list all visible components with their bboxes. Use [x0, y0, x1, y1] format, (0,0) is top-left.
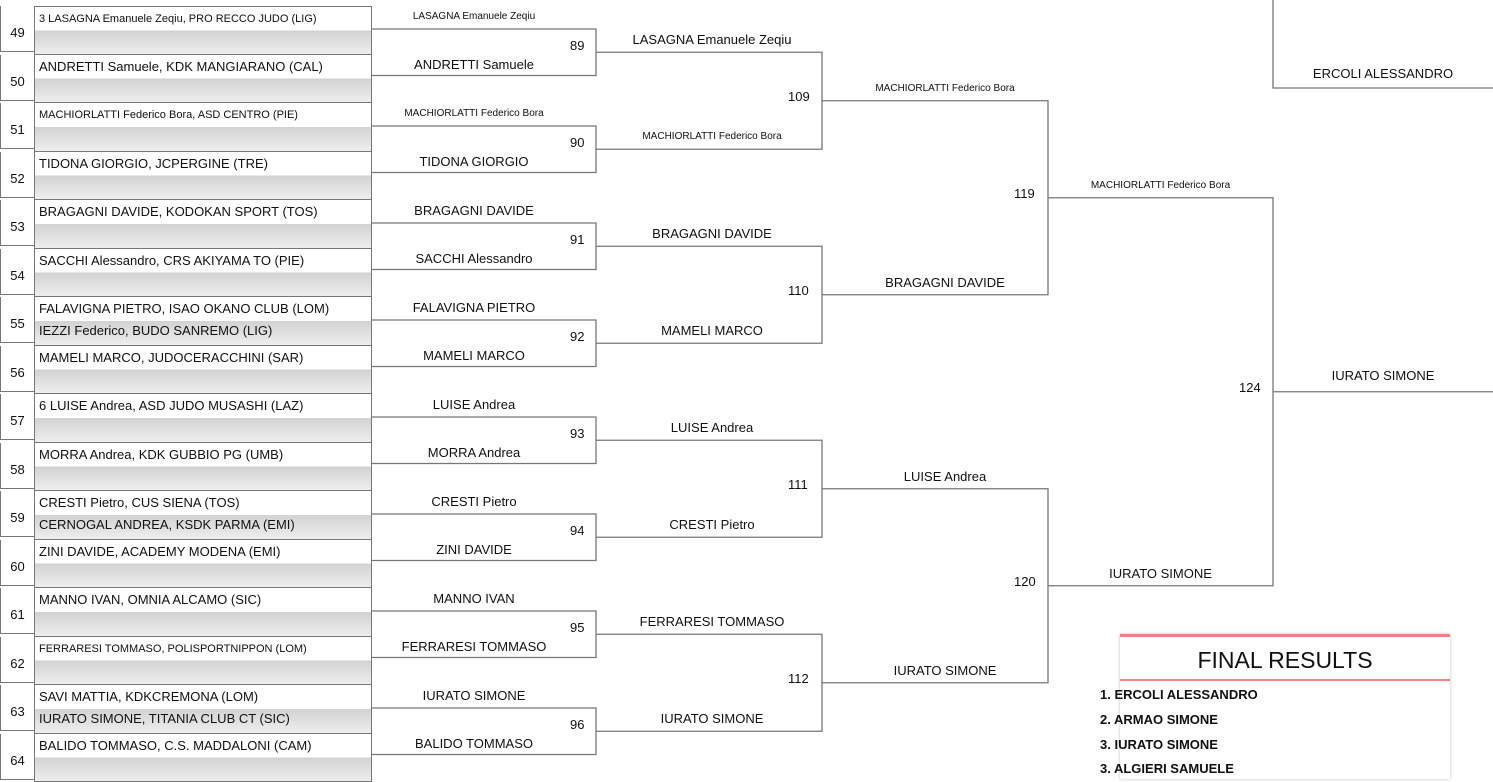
- player-row: [34, 200, 372, 249]
- round1-entrant-top: LUISE Andrea: [433, 397, 515, 413]
- round1-winner: IURATO SIMONE: [661, 711, 764, 727]
- round1-entrant-bottom: SACCHI Alessandro: [415, 251, 532, 267]
- player-row: [34, 152, 372, 201]
- round1-entrant-bottom: ANDRETTI Samuele: [414, 57, 534, 73]
- seed-number: 59: [0, 491, 34, 537]
- player-name: ANDRETTI Samuele, KDK MANGIARANO (CAL): [39, 57, 323, 77]
- round1-winner: MACHIORLATTI Federico Bora: [642, 129, 781, 145]
- match-number: 89: [570, 38, 584, 54]
- seed-number: 56: [0, 346, 34, 392]
- round1-entrant-bottom: ZINI DAVIDE: [436, 542, 512, 558]
- result-entry-2: 2. ARMAO SIMONE: [1100, 712, 1218, 727]
- round1-winner: FERRARESI TOMMASO: [640, 614, 785, 630]
- player-row: [34, 443, 372, 492]
- seed-number: 60: [0, 540, 34, 586]
- player-name: BRAGAGNI DAVIDE, KODOKAN SPORT (TOS): [39, 202, 318, 222]
- player-name-secondary: IEZZI Federico, BUDO SANREMO (LIG): [39, 321, 272, 341]
- match-number: 109: [788, 89, 810, 105]
- player-name: SAVI MATTIA, KDKCREMONA (LOM): [39, 687, 258, 707]
- match-number: 110: [788, 283, 809, 299]
- player-row: [34, 346, 372, 395]
- round2-winner: MACHIORLATTI Federico Bora: [875, 81, 1014, 97]
- round1-winner: BRAGAGNI DAVIDE: [652, 226, 772, 242]
- seed-number: 62: [0, 637, 34, 683]
- player-name-secondary: IURATO SIMONE, TITANIA CLUB CT (SIC): [39, 709, 290, 729]
- round1-winner: LUISE Andrea: [671, 420, 753, 436]
- player-row: [34, 103, 372, 152]
- round4-winner: IURATO SIMONE: [1332, 368, 1435, 384]
- player-name: BALIDO TOMMASO, C.S. MADDALONI (CAM): [39, 736, 312, 756]
- round1-entrant-bottom: MORRA Andrea: [428, 445, 521, 461]
- round1-entrant-bottom: BALIDO TOMMASO: [415, 736, 533, 752]
- seed-number: 54: [0, 249, 34, 295]
- player-name: FALAVIGNA PIETRO, ISAO OKANO CLUB (LOM): [39, 299, 329, 319]
- player-row: [34, 297, 372, 346]
- player-row: [34, 637, 372, 686]
- seed-number: 49: [0, 6, 34, 52]
- match-number: 96: [570, 717, 584, 733]
- round1-entrant-top: MANNO IVAN: [433, 591, 514, 607]
- player-name: SACCHI Alessandro, CRS AKIYAMA TO (PIE): [39, 251, 304, 271]
- round1-winner: MAMELI MARCO: [661, 323, 763, 339]
- player-name: ZINI DAVIDE, ACADEMY MODENA (EMI): [39, 542, 281, 562]
- match-number: 94: [570, 523, 584, 539]
- seed-number: 57: [0, 394, 34, 440]
- player-row: [34, 6, 372, 55]
- player-row: [34, 394, 372, 443]
- match-number: 120: [1014, 574, 1036, 590]
- match-number: 92: [570, 329, 584, 345]
- player-name: 6 LUISE Andrea, ASD JUDO MUSASHI (LAZ): [39, 396, 303, 416]
- match-number: 90: [570, 135, 584, 151]
- result-entry-3: 3. IURATO SIMONE: [1100, 737, 1218, 752]
- round1-entrant-top: MACHIORLATTI Federico Bora: [404, 106, 543, 122]
- player-row: [34, 685, 372, 734]
- player-name: MORRA Andrea, KDK GUBBIO PG (UMB): [39, 445, 283, 465]
- player-name: TIDONA GIORGIO, JCPERGINE (TRE): [39, 154, 268, 174]
- round2-winner: BRAGAGNI DAVIDE: [885, 275, 1005, 291]
- final-results-divider: [1120, 679, 1450, 681]
- player-name: FERRARESI TOMMASO, POLISPORTNIPPON (LOM): [39, 639, 307, 659]
- player-name: 3 LASAGNA Emanuele Zeqiu, PRO RECCO JUDO (LIG): [39, 9, 317, 29]
- seed-number: 51: [0, 103, 34, 149]
- round1-winner: CRESTI Pietro: [669, 517, 754, 533]
- seed-number: 58: [0, 443, 34, 489]
- result-entry-4: 3. ALGIERI SAMUELE: [1100, 761, 1234, 776]
- seed-number: 55: [0, 297, 34, 343]
- player-row: [34, 540, 372, 589]
- round1-entrant-bottom: TIDONA GIORGIO: [419, 154, 528, 170]
- round1-entrant-top: FALAVIGNA PIETRO: [413, 300, 536, 316]
- player-name: MANNO IVAN, OMNIA ALCAMO (SIC): [39, 590, 261, 610]
- match-number: 119: [1014, 186, 1035, 202]
- round1-entrant-top: BRAGAGNI DAVIDE: [414, 203, 534, 219]
- match-number: 112: [788, 671, 809, 687]
- seed-number: 63: [0, 685, 34, 731]
- match-number: 93: [570, 426, 584, 442]
- round1-entrant-bottom: MAMELI MARCO: [423, 348, 525, 364]
- round1-entrant-top: IURATO SIMONE: [423, 688, 526, 704]
- player-row: [34, 55, 372, 104]
- player-row: [34, 249, 372, 298]
- player-row: [34, 588, 372, 637]
- seed-number: 61: [0, 588, 34, 634]
- seed-number: 50: [0, 55, 34, 101]
- seed-number: 64: [0, 734, 34, 780]
- round3-winner: MACHIORLATTI Federico Bora: [1091, 178, 1230, 194]
- round2-winner: IURATO SIMONE: [894, 663, 997, 679]
- round1-entrant-top: CRESTI Pietro: [431, 494, 516, 510]
- match-number: 124: [1239, 380, 1261, 396]
- round1-entrant-bottom: FERRARESI TOMMASO: [402, 639, 547, 655]
- top-right-winner: ERCOLI ALESSANDRO: [1313, 66, 1453, 82]
- player-name-secondary: CERNOGAL ANDREA, KSDK PARMA (EMI): [39, 515, 295, 535]
- seed-number: 52: [0, 152, 34, 198]
- player-name: MACHIORLATTI Federico Bora, ASD CENTRO (PIE): [39, 105, 298, 125]
- player-row: [34, 491, 372, 540]
- match-number: 91: [570, 232, 584, 248]
- final-results-panel: [1120, 634, 1450, 779]
- round2-winner: LUISE Andrea: [904, 469, 986, 485]
- player-name: MAMELI MARCO, JUDOCERACCHINI (SAR): [39, 348, 303, 368]
- match-number: 111: [788, 477, 808, 493]
- round1-entrant-top: LASAGNA Emanuele Zeqiu: [413, 9, 535, 25]
- match-number: 95: [570, 620, 584, 636]
- round3-winner: IURATO SIMONE: [1109, 566, 1212, 582]
- result-entry-1: 1. ERCOLI ALESSANDRO: [1100, 687, 1258, 702]
- seed-number: 53: [0, 200, 34, 246]
- round1-winner: LASAGNA Emanuele Zeqiu: [633, 32, 792, 48]
- player-row: [34, 734, 372, 782]
- final-results-title: FINAL RESULTS: [1120, 647, 1450, 674]
- player-name: CRESTI Pietro, CUS SIENA (TOS): [39, 493, 240, 513]
